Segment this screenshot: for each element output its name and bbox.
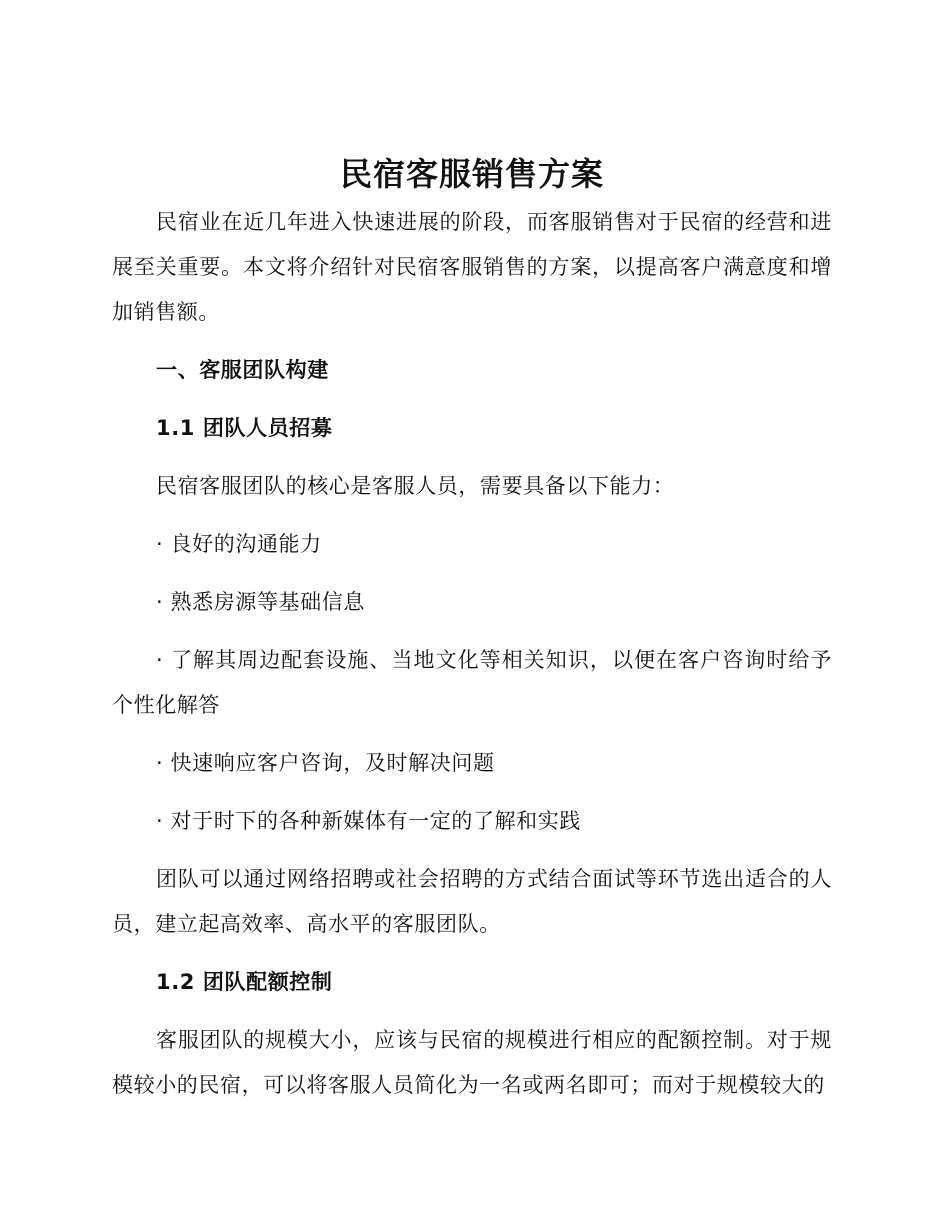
spacer <box>112 335 832 348</box>
document-page <box>112 148 832 1108</box>
spacer <box>112 728 832 741</box>
subsection-heading: 1.2 团队配额控制 <box>156 970 333 994</box>
bullet-item: · 快速响应客户咨询，及时解决问题 <box>156 751 495 775</box>
spacer <box>112 451 832 464</box>
subsection-heading: 1.1 团队人员招募 <box>156 416 333 440</box>
bullet-item: · 了解其周边配套设施、当地文化等相关知识，以便在客户咨询时给予个性化解答 <box>112 648 832 717</box>
spacer <box>112 1005 832 1018</box>
subsection-closing-paragraph: 团队可以通过网络招聘或社会招聘的方式结合面试等环节选出适合的人员，建立起高效率、高水平的客服团队。 <box>112 867 832 936</box>
spacer <box>112 509 832 522</box>
spacer <box>112 393 832 406</box>
subsection-paragraph: 客服团队的规模大小，应该与民宿的规模进行相应的配额控制。对于规模较小的民宿，可以将客服人员简化为一名或两名即可；而对于规模较大的 <box>112 1028 832 1097</box>
document-title: 民宿客服销售方案 <box>339 155 604 193</box>
spacer <box>112 567 832 580</box>
spacer <box>112 786 832 799</box>
spacer <box>112 947 832 960</box>
section-heading: 一、客服团队构建 <box>156 358 329 382</box>
bullet-item: · 对于时下的各种新媒体有一定的了解和实践 <box>156 809 581 833</box>
bullet-item: · 熟悉房源等基础信息 <box>156 590 365 614</box>
subsection-lead: 民宿客服团队的核心是客服人员，需要具备以下能力： <box>156 474 675 498</box>
spacer <box>112 844 832 857</box>
spacer <box>112 625 832 638</box>
intro-paragraph: 民宿业在近几年进入快速进展的阶段，而客服销售对于民宿的经营和进展至关重要。本文将介绍针对民宿客服销售的方案，以提高客户满意度和增加销售额。 <box>112 210 832 324</box>
bullet-item: · 良好的沟通能力 <box>156 532 322 556</box>
